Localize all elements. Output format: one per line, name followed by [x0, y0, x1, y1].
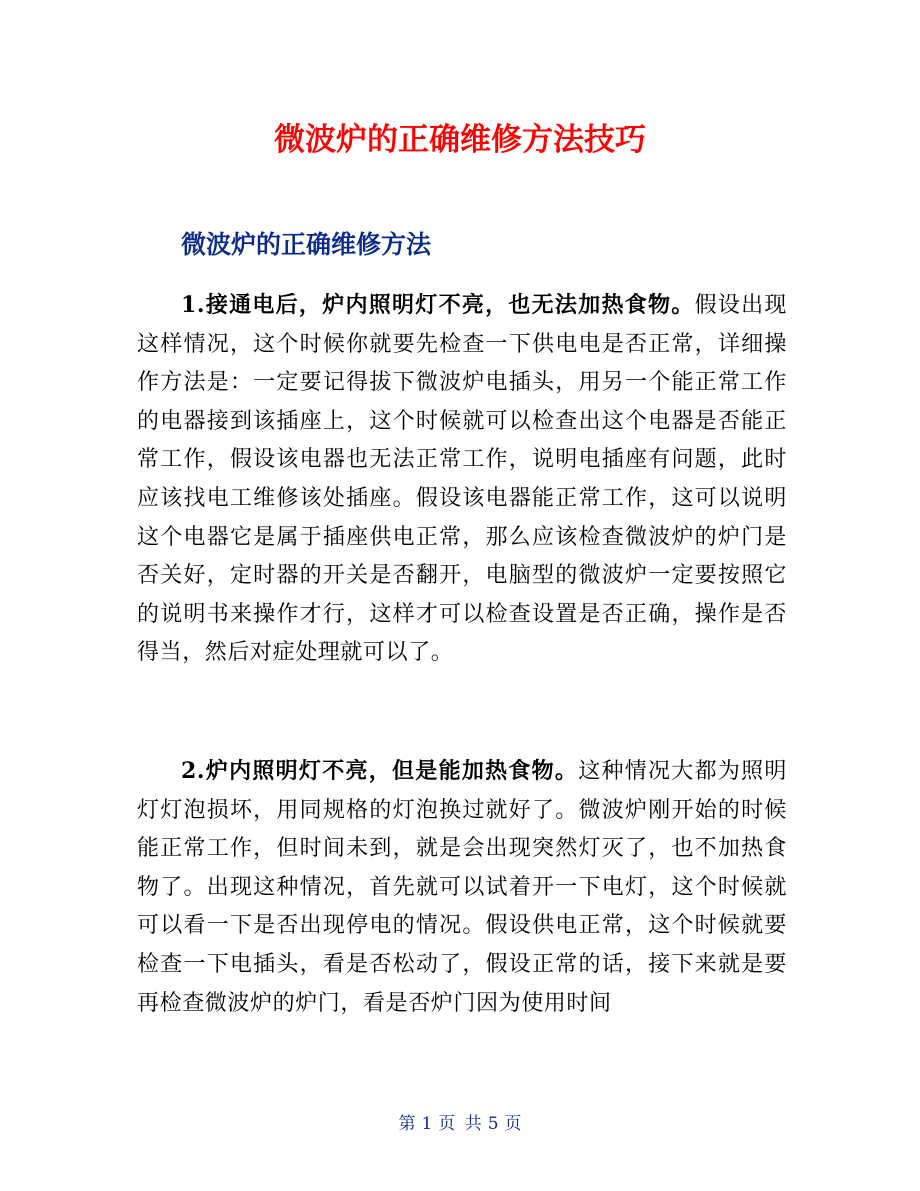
- footer-total-pages: 5: [487, 1114, 499, 1134]
- footer-suffix: 页: [504, 1114, 522, 1134]
- footer-page-number: 1: [421, 1114, 433, 1134]
- paragraph-1: [137, 286, 787, 673]
- paragraph-1-lead: 1.接通电后，炉内照明灯不亮，也无法加热食物。: [181, 292, 695, 318]
- paragraph-2-lead: 2.炉内照明灯不亮，但是能加热食物。: [181, 758, 579, 784]
- paragraph-1-text: 假设出现这样情况，这个时候你就要先检查一下供电电是否正常，详细操作方法是：一定要记得拔下微波炉电插头，用另一个能正常工作的电器接到该插座上，这个时候就可以检查出这个电器是否能正常工作，假设该电器也无法正常工作，说明电插座有问题，此时应该找电工维修该处插座。假设该电器能正常工作，这可以说明这个电器它是属于插座供电正常，那么应该检查微波炉的炉门是否关好，定时器的开关是否翻开，电脑型的微波炉一定要按照它的说明书来操作才行，这样才可以检查设置是否正确，操作是否得当，然后对症处理就可以了。: [137, 293, 787, 666]
- paragraph-2: [137, 752, 787, 1023]
- section-heading: 微波炉的正确维修方法: [181, 230, 432, 259]
- footer-prefix: 第: [398, 1114, 416, 1134]
- document-title: 微波炉的正确维修方法技巧: [274, 122, 646, 158]
- footer-middle: 页 共: [438, 1114, 482, 1134]
- page-footer: [0, 1112, 920, 1136]
- paragraph-2-text: 这种情况大都为照明灯灯泡损坏，用同规格的灯泡换过就好了。微波炉刚开始的时候能正常工作，但时间未到，就是会出现突然灯灭了，也不加热食物了。出现这种情况，首先就可以试着开一下电灯，这个时候就可以看一下是否出现停电的情况。假设供电正常，这个时候就要检查一下电插头，看是否松动了，假设正常的话，接下来就是要再检查微波炉的炉门，看是否炉门因为使用时间: [137, 759, 787, 1016]
